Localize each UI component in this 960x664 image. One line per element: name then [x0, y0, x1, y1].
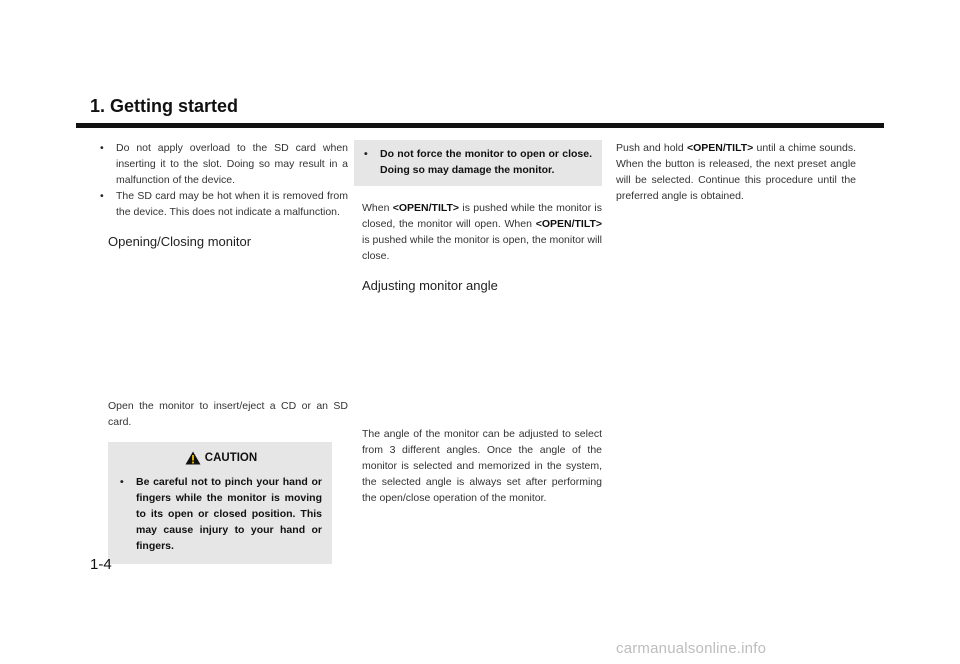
caution-title: CAUTION: [204, 452, 258, 464]
figure-space: [362, 294, 602, 426]
adjust-angle-text: The angle of the monitor can be adjusted to select from 3 different angles. Once the angle of the monitor is selected and memorized in the system, the selected angle is always set after performing the open/close operation of the monitor.: [362, 428, 602, 504]
push-hold-paragraph: [616, 140, 856, 204]
caution-header: [120, 450, 322, 466]
page-number: 1-4: [90, 556, 112, 573]
caution-box: [108, 442, 332, 564]
open-monitor-text: Open the monitor to insert/eject a CD or an SD card.: [108, 400, 348, 428]
p1-when: When: [362, 202, 390, 214]
p3-start: Push and hold: [616, 142, 684, 154]
column-2: [362, 140, 602, 506]
figure-space: [108, 250, 348, 398]
warning-triangle-icon: [185, 451, 201, 465]
bullet-sd-overload: • Do not apply overload to the SD card when inserting it to the slot. Doing so may result in a malfunction of the device.: [100, 140, 348, 188]
p3-end: until a chime sounds. When the button is released, the next preset angle will be selected. Continue this procedure until the preferred angle is obtained.: [616, 142, 857, 202]
warning-box: [354, 140, 602, 186]
title-rule: [76, 123, 884, 128]
section-title: 1. Getting started: [90, 96, 239, 116]
caution-text: • Be careful not to pinch your hand or fingers while the monitor is moving to its open or closed position. This may cause injury to your hand or fingers.: [120, 474, 322, 554]
bullet-sd-hot: • The SD card may be hot when it is removed from the device. This does not indicate a malfunction.: [100, 188, 348, 220]
open-tilt-paragraph: [362, 200, 602, 264]
p1-mid: is pushed while the monitor is closed, the monitor will open. When: [362, 202, 602, 230]
column-1: [108, 140, 348, 564]
heading-opening-closing: Opening/Closing monitor: [108, 234, 252, 249]
open-tilt-key: <OPEN/TILT>: [686, 142, 754, 154]
column-3: [616, 140, 856, 204]
open-tilt-key: <OPEN/TILT>: [535, 218, 603, 230]
heading-adjusting-angle: Adjusting monitor angle: [362, 278, 498, 293]
p1-end: is pushed while the monitor is open, the monitor will close.: [362, 234, 602, 262]
open-tilt-key: <OPEN/TILT>: [392, 202, 460, 214]
warning-text: • Do not force the monitor to open or close. Doing so may damage the monitor.: [364, 146, 592, 178]
watermark: carmanualsonline.info: [616, 640, 767, 657]
